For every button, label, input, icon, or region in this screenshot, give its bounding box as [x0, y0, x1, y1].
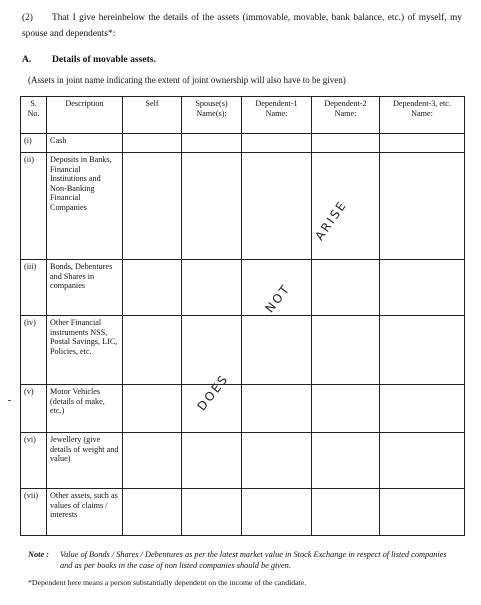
row-sno: (i) — [21, 134, 47, 153]
header-description: Description — [47, 97, 123, 134]
intro-text: That I give hereinbelow the details of the assets (immovable, movable, bank balance, etc.) of myself, my spouse and dependents*: — [22, 13, 462, 39]
cell-spouse — [182, 316, 242, 385]
cell-dependent-3 — [380, 316, 465, 385]
cell-self — [123, 153, 182, 260]
section-letter: A. — [22, 54, 32, 65]
table-row — [21, 433, 465, 489]
cell-self — [123, 433, 182, 489]
cell-self — [123, 489, 182, 536]
row-description: Other Financial instruments NSS, Postal Savings, LIC, Policies, etc. — [47, 316, 123, 385]
dependent-footnote: *Dependent here means a person substantially dependent on the income of the candidate. — [28, 578, 307, 587]
movable-assets-table — [20, 96, 465, 536]
handwritten-does: DOES — [194, 371, 232, 414]
cell-dependent-2 — [312, 260, 380, 316]
header-dependent-3: Dependent-3, etc. Name: — [380, 97, 465, 134]
note-text: Value of Bonds / Shares / Debentures as per the latest market value in Stock Exchange in respect of listed companies and as per books in the case of non listed companies should be given. — [60, 550, 447, 570]
row-description: Deposits in Banks, Financial Institutions and Non-Banking Financial Companies — [47, 153, 123, 260]
table-row — [21, 385, 465, 433]
cell-dependent-1 — [242, 316, 312, 385]
cell-self — [123, 385, 182, 433]
cell-dependent-2 — [312, 433, 380, 489]
cell-dependent-1 — [242, 489, 312, 536]
table-row — [21, 489, 465, 536]
table-header-row — [21, 97, 465, 134]
cell-dependent-3 — [380, 385, 465, 433]
row-description: Other assets, such as values of claims / interests — [47, 489, 123, 536]
cell-dependent-1 — [242, 153, 312, 260]
cell-spouse — [182, 153, 242, 260]
margin-mark — [8, 400, 11, 401]
cell-self — [123, 316, 182, 385]
row-description: Bonds, Debentures and Shares in companies — [47, 260, 123, 316]
row-description: Motor Vehicles (details of make, etc.) — [47, 385, 123, 433]
intro-number: (2) — [22, 13, 33, 23]
cell-spouse — [182, 433, 242, 489]
cell-dependent-1 — [242, 385, 312, 433]
table-row — [21, 260, 465, 316]
cell-dependent-2 — [312, 316, 380, 385]
table-row — [21, 153, 465, 260]
cell-dependent-1 — [242, 433, 312, 489]
header-spouse: Spouse(s) Name(s): — [182, 97, 242, 134]
row-description: Jewellery (give details of weight and value) — [47, 433, 123, 489]
row-sno: (iv) — [21, 316, 47, 385]
cell-dependent-1 — [242, 134, 312, 153]
cell-spouse — [182, 134, 242, 153]
row-sno: (vi) — [21, 433, 47, 489]
row-sno: (ii) — [21, 153, 47, 260]
row-description: Cash — [47, 134, 123, 153]
header-self: Self — [123, 97, 182, 134]
row-sno: (v) — [21, 385, 47, 433]
cell-dependent-3 — [380, 260, 465, 316]
section-title: Details of movable assets. — [52, 54, 156, 65]
cell-self — [123, 134, 182, 153]
cell-dependent-2 — [312, 134, 380, 153]
table-row — [21, 134, 465, 153]
intro-paragraph — [22, 10, 462, 42]
header-dependent-2: Dependent-2 Name: — [312, 97, 380, 134]
cell-dependent-3 — [380, 153, 465, 260]
section-heading — [22, 54, 156, 65]
cell-dependent-3 — [380, 134, 465, 153]
cell-spouse — [182, 489, 242, 536]
joint-ownership-note: (Assets in joint name indicating the extent of joint ownership will also have to be given) — [28, 75, 346, 85]
cell-self — [123, 260, 182, 316]
header-sno: S. No. — [21, 97, 47, 134]
header-dependent-1: Dependent-1 Name: — [242, 97, 312, 134]
row-sno: (vii) — [21, 489, 47, 536]
cell-dependent-2 — [312, 489, 380, 536]
cell-spouse — [182, 260, 242, 316]
handwritten-arise: ARISE — [312, 197, 350, 244]
note-block — [28, 549, 458, 571]
cell-dependent-3 — [380, 489, 465, 536]
table-row — [21, 316, 465, 385]
note-label: Note : — [28, 550, 49, 559]
handwritten-not: NOT — [262, 281, 294, 316]
row-sno: (iii) — [21, 260, 47, 316]
cell-dependent-3 — [380, 433, 465, 489]
cell-dependent-2 — [312, 385, 380, 433]
